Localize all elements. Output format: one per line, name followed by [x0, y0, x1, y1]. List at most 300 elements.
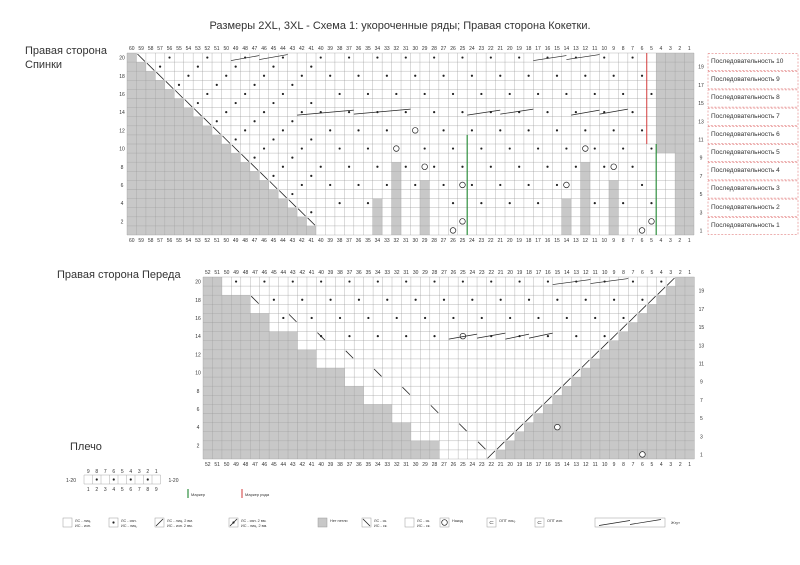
- no-stitch-cell: [638, 341, 647, 350]
- purl-dot: [386, 184, 388, 186]
- no-stitch-cell: [231, 180, 240, 189]
- no-stitch-cell: [127, 89, 136, 98]
- purl-dot: [329, 184, 331, 186]
- no-stitch-cell: [203, 162, 212, 171]
- sequence-label: Последовательность 4: [711, 167, 780, 175]
- column-number: 24: [469, 46, 475, 52]
- no-stitch-cell: [600, 423, 609, 432]
- no-stitch-cell: [212, 153, 221, 162]
- purl-dot: [263, 280, 265, 282]
- no-stitch-cell: [562, 208, 571, 217]
- no-stitch-cell: [136, 126, 145, 135]
- purl-dot: [641, 75, 643, 77]
- row-number: 2: [120, 219, 124, 226]
- column-number: 51: [213, 46, 220, 52]
- no-stitch-icon: [318, 518, 327, 527]
- no-stitch-cell: [222, 217, 231, 226]
- row-number: 11: [698, 361, 705, 368]
- no-stitch-cell: [222, 368, 231, 377]
- column-number: 51: [213, 238, 220, 244]
- no-stitch-cell: [279, 341, 288, 350]
- purl-dot: [471, 184, 473, 186]
- no-stitch-cell: [392, 199, 401, 208]
- no-stitch-cell: [373, 404, 382, 413]
- no-stitch-cell: [241, 386, 250, 395]
- no-stitch-cell: [231, 432, 240, 441]
- no-stitch-cell: [184, 180, 193, 189]
- row-number: 20: [195, 279, 201, 286]
- row-number: 9: [700, 379, 703, 386]
- no-stitch-cell: [298, 350, 307, 359]
- no-stitch-cell: [136, 99, 145, 108]
- no-stitch-cell: [392, 432, 401, 441]
- row-number: 20: [119, 55, 125, 62]
- no-stitch-cell: [241, 304, 250, 313]
- column-number: 47: [252, 270, 258, 276]
- no-stitch-cell: [657, 368, 666, 377]
- yarn-over-mark: [450, 228, 456, 234]
- column-number: 13: [573, 270, 580, 276]
- no-stitch-cell: [647, 359, 656, 368]
- column-number: 18: [525, 238, 532, 244]
- no-stitch-cell: [647, 332, 656, 341]
- no-stitch-cell: [553, 414, 562, 423]
- legend-label: ЛС - ск.: [417, 519, 431, 523]
- no-stitch-cell: [222, 359, 231, 368]
- column-number: 32: [393, 238, 400, 244]
- yarn-over-mark: [611, 164, 617, 170]
- column-number: 30: [412, 238, 419, 244]
- no-stitch-cell: [534, 441, 543, 450]
- no-stitch-cell: [174, 199, 183, 208]
- no-stitch-cell: [364, 441, 373, 450]
- no-stitch-cell: [675, 135, 684, 144]
- no-stitch-cell: [288, 368, 297, 377]
- no-stitch-cell: [222, 404, 231, 413]
- purl-dot: [622, 317, 624, 319]
- row-number: 7: [699, 173, 703, 180]
- no-stitch-cell: [136, 153, 145, 162]
- no-stitch-cell: [222, 332, 231, 341]
- no-stitch-cell: [666, 62, 675, 71]
- no-stitch-cell: [136, 180, 145, 189]
- no-stitch-cell: [231, 208, 240, 217]
- purl-dot: [537, 202, 539, 204]
- no-stitch-cell: [335, 386, 344, 395]
- no-stitch-cell: [231, 395, 240, 404]
- no-stitch-cell: [279, 377, 288, 386]
- purl-dot: [282, 93, 284, 95]
- no-stitch-cell: [250, 313, 259, 322]
- purl-dot: [301, 75, 303, 77]
- column-number: 60: [128, 238, 135, 244]
- no-stitch-cell: [657, 414, 666, 423]
- column-number: 33: [384, 46, 390, 52]
- no-stitch-cell: [212, 304, 221, 313]
- purl-dot: [622, 202, 624, 204]
- purl-dot: [528, 75, 530, 77]
- marker-legend-label: Маркер: [191, 492, 206, 497]
- row-number: 13: [698, 119, 704, 126]
- no-stitch-cell: [146, 171, 155, 180]
- no-stitch-cell: [666, 80, 675, 89]
- no-stitch-cell: [685, 62, 694, 71]
- no-stitch-cell: [685, 126, 694, 135]
- no-stitch-cell: [685, 323, 694, 332]
- no-stitch-cell: [675, 108, 684, 117]
- no-stitch-cell: [647, 423, 656, 432]
- purl-dot: [585, 299, 587, 301]
- no-stitch-cell: [326, 386, 335, 395]
- column-number: 5: [650, 238, 653, 244]
- no-stitch-cell: [231, 359, 240, 368]
- column-number: 36: [355, 46, 362, 52]
- purl-dot: [357, 129, 359, 131]
- purl-dot: [528, 184, 530, 186]
- blank-square-icon: [63, 518, 72, 527]
- no-stitch-cell: [553, 395, 562, 404]
- legend-label: ЛС - лиц.: [75, 519, 92, 523]
- no-stitch-cell: [260, 377, 269, 386]
- no-stitch-cell: [146, 199, 155, 208]
- purl-dot: [594, 202, 596, 204]
- column-number: 20: [507, 270, 513, 276]
- purl-dot: [358, 299, 360, 301]
- column-number: 12: [582, 462, 589, 468]
- no-stitch-cell: [590, 377, 599, 386]
- purl-dot: [556, 129, 558, 131]
- column-number: 23: [478, 238, 485, 244]
- purl-dot: [130, 478, 132, 480]
- no-stitch-cell: [203, 313, 212, 322]
- no-stitch-cell: [222, 171, 231, 180]
- column-number: 13: [573, 238, 579, 244]
- no-stitch-cell: [155, 99, 164, 108]
- no-stitch-cell: [392, 208, 401, 217]
- column-number: 25: [460, 462, 466, 468]
- purl-dot: [339, 317, 341, 319]
- no-stitch-cell: [562, 395, 571, 404]
- purl-dot: [367, 317, 369, 319]
- no-stitch-cell: [184, 226, 193, 235]
- no-stitch-cell: [241, 404, 250, 413]
- purl-dot: [282, 166, 284, 168]
- column-number: 8: [95, 469, 99, 475]
- no-stitch-cell: [278, 217, 287, 226]
- no-stitch-cell: [666, 404, 675, 413]
- no-stitch-cell: [307, 395, 316, 404]
- column-number: 2: [678, 462, 682, 468]
- no-stitch-cell: [638, 432, 647, 441]
- no-stitch-cell: [354, 395, 363, 404]
- no-stitch-cell: [657, 323, 666, 332]
- purl-dot: [471, 129, 473, 131]
- column-number: 9: [86, 469, 90, 475]
- no-stitch-cell: [609, 432, 618, 441]
- front-chart-grid: [195, 270, 704, 468]
- purl-dot: [310, 211, 312, 213]
- no-stitch-cell: [316, 404, 325, 413]
- column-number: 53: [195, 238, 201, 244]
- no-stitch-cell: [638, 395, 647, 404]
- no-stitch-cell: [590, 359, 599, 368]
- no-stitch-cell: [316, 368, 325, 377]
- no-stitch-cell: [326, 368, 335, 377]
- no-stitch-cell: [543, 441, 552, 450]
- no-stitch-cell: [685, 71, 694, 80]
- no-stitch-cell: [212, 450, 221, 459]
- no-stitch-cell: [222, 295, 231, 304]
- column-number: 5: [650, 270, 654, 276]
- no-stitch-cell: [420, 180, 429, 189]
- no-stitch-cell: [146, 126, 155, 135]
- no-stitch-cell: [165, 199, 174, 208]
- no-stitch-cell: [676, 341, 685, 350]
- no-stitch-cell: [685, 295, 694, 304]
- no-stitch-cell: [657, 350, 666, 359]
- no-stitch-cell: [269, 226, 278, 235]
- column-number: 8: [622, 462, 625, 468]
- purl-dot: [556, 184, 558, 186]
- no-stitch-cell: [241, 350, 250, 359]
- no-stitch-cell: [278, 208, 287, 217]
- no-stitch-cell: [676, 277, 685, 286]
- sequence-label: Последовательность 5: [711, 149, 780, 156]
- no-stitch-cell: [165, 162, 174, 171]
- no-stitch-cell: [335, 395, 344, 404]
- purl-dot: [386, 299, 388, 301]
- no-stitch-cell: [174, 162, 183, 171]
- no-stitch-cell: [628, 350, 637, 359]
- purl-dot: [594, 317, 596, 319]
- column-number: 45: [270, 238, 277, 244]
- legend-label: ЛС - изн. 2 вм.: [241, 519, 267, 523]
- no-stitch-cell: [222, 190, 231, 199]
- column-number: 38: [336, 46, 343, 52]
- no-stitch-cell: [600, 386, 609, 395]
- no-stitch-cell: [240, 217, 249, 226]
- purl-dot: [490, 166, 492, 168]
- column-number: 11: [592, 270, 598, 276]
- no-stitch-cell: [212, 180, 221, 189]
- no-stitch-cell: [666, 423, 675, 432]
- no-stitch-cell: [250, 359, 259, 368]
- no-stitch-cell: [259, 208, 268, 217]
- column-number: 53: [195, 46, 201, 52]
- no-stitch-cell: [288, 341, 297, 350]
- no-stitch-cell: [155, 190, 164, 199]
- no-stitch-cell: [685, 153, 694, 162]
- legend-label: ОПТ лиц.: [499, 519, 516, 523]
- no-stitch-cell: [676, 304, 685, 313]
- purl-dot: [225, 75, 227, 77]
- no-stitch-cell: [600, 414, 609, 423]
- no-stitch-cell: [647, 450, 656, 459]
- no-stitch-cell: [600, 359, 609, 368]
- purl-dot: [96, 478, 98, 480]
- no-stitch-cell: [250, 341, 259, 350]
- no-stitch-cell: [316, 414, 325, 423]
- no-stitch-cell: [657, 304, 666, 313]
- no-stitch-cell: [212, 423, 221, 432]
- no-stitch-cell: [581, 199, 590, 208]
- no-stitch-cell: [127, 108, 136, 117]
- no-stitch-cell: [496, 450, 505, 459]
- purl-dot: [433, 111, 435, 113]
- legend-label: ИС - изн.: [75, 524, 91, 528]
- row-number: 9: [699, 155, 703, 162]
- no-stitch-cell: [619, 350, 628, 359]
- no-stitch-cell: [685, 414, 694, 423]
- purl-dot: [613, 75, 615, 77]
- no-stitch-cell: [298, 359, 307, 368]
- purl-dot: [433, 335, 435, 337]
- no-stitch-cell: [392, 171, 401, 180]
- no-stitch-cell: [203, 332, 212, 341]
- no-stitch-cell: [241, 450, 250, 459]
- no-stitch-cell: [155, 126, 164, 135]
- row-number: 15: [698, 101, 704, 108]
- no-stitch-cell: [590, 368, 599, 377]
- no-stitch-cell: [184, 199, 193, 208]
- column-number: 3: [668, 46, 672, 52]
- no-stitch-cell: [231, 368, 240, 377]
- no-stitch-cell: [656, 144, 665, 153]
- no-stitch-cell: [260, 395, 269, 404]
- column-number: 4: [659, 270, 663, 276]
- purl-dot: [272, 138, 274, 140]
- no-stitch-cell: [269, 359, 278, 368]
- purl-dot: [415, 299, 417, 301]
- no-stitch-cell: [222, 423, 231, 432]
- no-stitch-cell: [241, 432, 250, 441]
- no-stitch-cell: [685, 441, 694, 450]
- no-stitch-cell: [260, 404, 269, 413]
- column-number: 16: [544, 238, 551, 244]
- no-stitch-cell: [222, 153, 231, 162]
- no-stitch-cell: [279, 368, 288, 377]
- no-stitch-cell: [203, 350, 212, 359]
- no-stitch-cell: [345, 395, 354, 404]
- legend-label: ИС - лиц.: [121, 524, 138, 528]
- no-stitch-cell: [364, 423, 373, 432]
- column-number: 26: [450, 462, 457, 468]
- no-stitch-cell: [146, 162, 155, 171]
- no-stitch-cell: [316, 441, 325, 450]
- no-stitch-cell: [250, 404, 259, 413]
- no-stitch-cell: [619, 404, 628, 413]
- no-stitch-cell: [260, 414, 269, 423]
- column-number: 22: [488, 270, 495, 276]
- no-stitch-cell: [222, 441, 231, 450]
- purl-dot: [235, 102, 237, 104]
- no-stitch-cell: [231, 350, 240, 359]
- legend-label: ЛС - лиц. 2 вм.: [167, 519, 194, 523]
- purl-dot: [310, 102, 312, 104]
- no-stitch-cell: [647, 386, 656, 395]
- no-stitch-cell: [298, 450, 307, 459]
- no-stitch-cell: [288, 432, 297, 441]
- no-stitch-cell: [676, 450, 685, 459]
- purl-dot: [499, 184, 501, 186]
- column-number: 28: [431, 238, 437, 244]
- no-stitch-cell: [212, 441, 221, 450]
- no-stitch-cell: [685, 226, 694, 235]
- no-stitch-cell: [581, 377, 590, 386]
- no-stitch-cell: [373, 450, 382, 459]
- no-stitch-cell: [203, 208, 212, 217]
- sequence-label: Последовательность 9: [711, 76, 780, 84]
- no-stitch-cell: [136, 71, 145, 80]
- no-stitch-cell: [676, 414, 685, 423]
- no-stitch-cell: [250, 199, 259, 208]
- purl-dot: [311, 317, 313, 319]
- no-stitch-cell: [212, 277, 221, 286]
- no-stitch-cell: [288, 332, 297, 341]
- no-stitch-cell: [203, 144, 212, 153]
- no-stitch-cell: [165, 208, 174, 217]
- column-number: 51: [214, 270, 220, 276]
- column-number: 59: [138, 46, 144, 52]
- no-stitch-cell: [572, 423, 581, 432]
- purl-dot: [357, 75, 359, 77]
- column-number: 19: [516, 46, 522, 52]
- purl-dot: [339, 147, 341, 149]
- purl-dot: [442, 129, 444, 131]
- no-stitch-cell: [250, 395, 259, 404]
- no-stitch-cell: [316, 432, 325, 441]
- no-stitch-cell: [146, 71, 155, 80]
- no-stitch-cell: [241, 313, 250, 322]
- no-stitch-cell: [165, 217, 174, 226]
- row-number: 14: [119, 110, 125, 117]
- sequence-label: Последовательность 2: [711, 203, 780, 211]
- yarn-over-mark: [640, 452, 646, 458]
- no-stitch-cell: [543, 414, 552, 423]
- no-stitch-cell: [136, 135, 145, 144]
- no-stitch-cell: [685, 117, 694, 126]
- no-stitch-cell: [165, 190, 174, 199]
- no-stitch-cell: [505, 450, 514, 459]
- purl-dot: [272, 175, 274, 177]
- purl-dot: [547, 335, 549, 337]
- no-stitch-cell: [269, 414, 278, 423]
- no-stitch-cell: [619, 332, 628, 341]
- no-stitch-cell: [392, 226, 401, 235]
- sequence-label: Последовательность 3: [711, 185, 780, 193]
- no-stitch-cell: [288, 226, 297, 235]
- no-stitch-cell: [231, 295, 240, 304]
- column-number: 4: [659, 238, 663, 244]
- ggt-glyph: ⊂: [488, 520, 495, 527]
- no-stitch-cell: [600, 395, 609, 404]
- no-stitch-cell: [250, 323, 259, 332]
- purl-dot: [282, 56, 284, 58]
- no-stitch-cell: [666, 71, 675, 80]
- no-stitch-cell: [619, 441, 628, 450]
- purl-dot: [650, 93, 652, 95]
- purl-dot: [310, 138, 312, 140]
- no-stitch-cell: [354, 404, 363, 413]
- no-stitch-cell: [685, 108, 694, 117]
- no-stitch-cell: [590, 441, 599, 450]
- no-stitch-cell: [345, 414, 354, 423]
- no-stitch-cell: [609, 395, 618, 404]
- no-stitch-cell: [675, 99, 684, 108]
- legend-label: Жгут: [671, 520, 680, 525]
- purl-dot: [329, 129, 331, 131]
- column-number: 14: [563, 46, 570, 52]
